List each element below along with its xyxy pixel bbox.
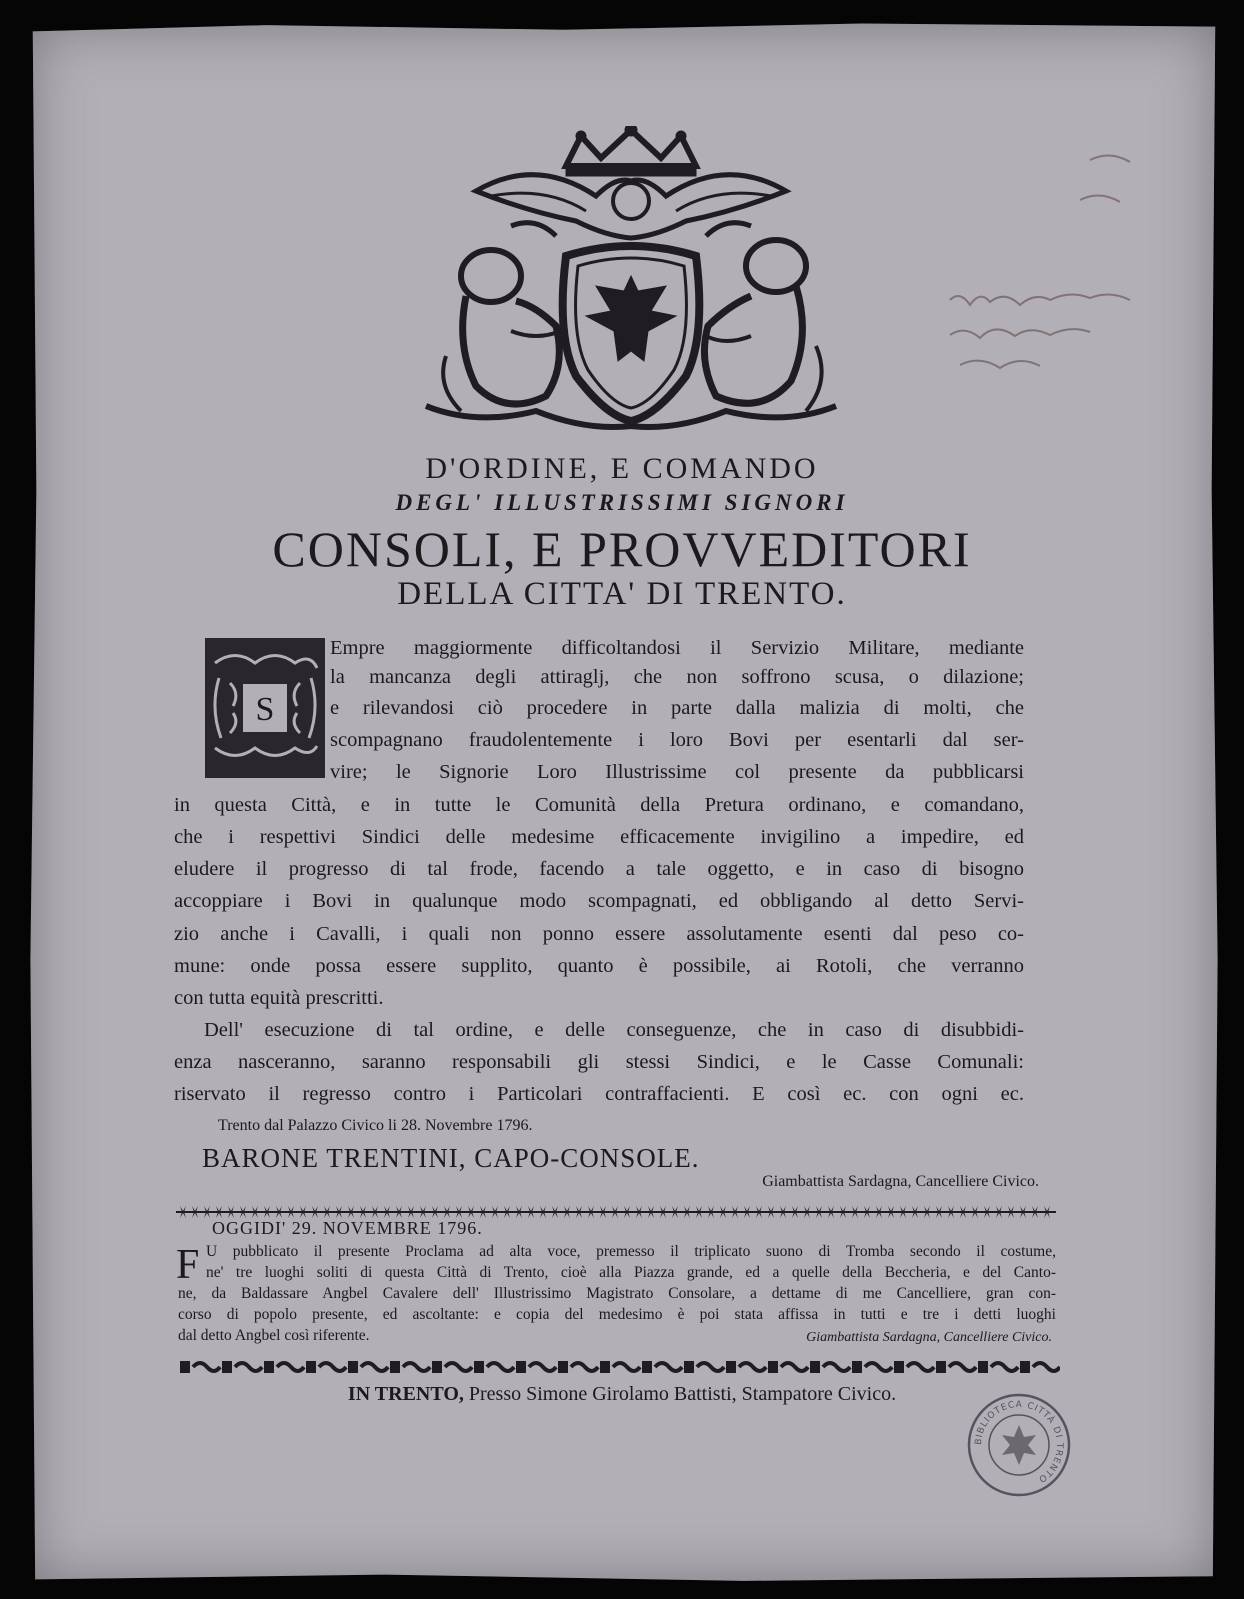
ornament-mark xyxy=(193,1363,220,1371)
ornament-mark xyxy=(655,1363,682,1371)
ornament-mark xyxy=(1020,1361,1030,1373)
ornament-mark xyxy=(445,1363,472,1371)
ornament-mark xyxy=(319,1363,346,1371)
publication-line: dal detto Angbel così riferente. xyxy=(178,1327,370,1344)
body-line: la mancanza degli attiraglj, che non soffrono scusa, o dilazione; xyxy=(330,666,1024,688)
ornament-divider xyxy=(176,1205,1056,1219)
ornament-mark xyxy=(642,1361,652,1373)
body-line: Empre maggiormente difficoltandosi il Servizio Militare, mediante xyxy=(330,637,1024,659)
ornament-mark xyxy=(529,1363,556,1371)
ornament-mark xyxy=(936,1361,946,1373)
imprint-place: IN TRENTO, xyxy=(347,1383,464,1405)
ornament-mark xyxy=(852,1361,862,1373)
ornament-mark xyxy=(810,1361,820,1373)
heading-order: D'ORDINE, E COMANDO xyxy=(425,452,819,485)
body-line: con tutta equità prescritti. xyxy=(174,987,384,1009)
ornament-mark xyxy=(865,1363,892,1371)
body-line: mune: onde possa essere supplito, quanto è possibile, ai Rotoli, che verranno xyxy=(174,955,1024,977)
body-line: zio anche i Cavalli, i quali non ponno essere assolutamente esenti dal peso co- xyxy=(174,923,1024,945)
ornament-mark xyxy=(348,1361,358,1373)
ornament-mark xyxy=(390,1361,400,1373)
ornament-mark xyxy=(180,1361,190,1373)
publication-date: OGGIDI' 29. NOVEMBRE 1796. xyxy=(212,1218,483,1238)
publication-line: ne' tre luoghi soliti di questa Città di Trento, cioè alla Piazza grande, ed a quelle della Beccheria, e del Canto- xyxy=(206,1264,1056,1281)
heading-consoli: CONSOLI, E PROVVEDITORI xyxy=(272,521,972,577)
body-line: scompagnano fraudolentemente i loro Bovi per esentarli dal ser- xyxy=(330,729,1024,751)
ornament-mark xyxy=(697,1363,724,1371)
ornament-mark xyxy=(949,1363,976,1371)
ornament-mark xyxy=(768,1361,778,1373)
ornament-border xyxy=(180,1358,1060,1376)
ornament-mark xyxy=(823,1363,850,1371)
ornament-mark xyxy=(600,1361,610,1373)
body-line: riservato il regresso contro i Particolari contraffacienti. E così ec. con ogni ec. xyxy=(174,1083,1024,1105)
ornament-mark xyxy=(432,1361,442,1373)
drop-cap-letter: S xyxy=(255,691,275,728)
ornament-mark xyxy=(558,1361,568,1373)
publication-line: U pubblicato il presente Proclama ad alta voce, premesso il triplicato suono di Tromba secondo il costume, xyxy=(206,1243,1056,1260)
ornament-mark xyxy=(474,1361,484,1373)
ornament-mark xyxy=(361,1363,388,1371)
body-line: Dell' esecuzione di tal ordine, e delle conseguenze, che in caso di disubbidi- xyxy=(204,1019,1024,1041)
ornament-mark xyxy=(264,1361,274,1373)
ornament-mark xyxy=(571,1363,598,1371)
ornament-mark xyxy=(1033,1363,1060,1371)
ornament-mark xyxy=(222,1361,232,1373)
publication-line: ne, da Baldassare Angbel Cavalere dell' Illustrissimo Magistrato Consolare, a dettame di me Cancelliere, gran con- xyxy=(178,1285,1056,1302)
ornament-mark xyxy=(487,1363,514,1371)
dateline: Trento dal Palazzo Civico li 28. Novembre 1796. xyxy=(218,1117,533,1134)
handwritten-marks-image xyxy=(930,140,1160,400)
signer-name: BARONE TRENTINI, CAPO-CONSOLE. xyxy=(202,1143,700,1173)
ornament-mark xyxy=(684,1361,694,1373)
ornament-mark xyxy=(235,1363,262,1371)
ornament-mark xyxy=(978,1361,988,1373)
body-line: enza nasceranno, saranno responsabili gli stessi Sindici, e le Casse Comunali: xyxy=(174,1051,1024,1073)
body-line: eludere il progresso di tal frode, facendo a tale oggetto, e in caso di bisogno xyxy=(174,858,1024,880)
library-stamp xyxy=(966,1392,1072,1498)
ornament-mark xyxy=(403,1363,430,1371)
ornament-mark xyxy=(306,1361,316,1373)
ornament-mark xyxy=(726,1361,736,1373)
body-line: che i respettivi Sindici delle medesime efficacemente invigilino a impedire, ed xyxy=(174,826,1024,848)
ornament-mark xyxy=(277,1363,304,1371)
body-line: in questa Città, e in tutte le Comunità della Pretura ordinano, e comandano, xyxy=(174,794,1024,816)
ornament-mark xyxy=(516,1361,526,1373)
ornament-mark xyxy=(907,1363,934,1371)
ornament-mark xyxy=(991,1363,1018,1371)
publication-chancellor: Giambattista Sardagna, Cancelliere Civico. xyxy=(806,1330,1052,1345)
drop-cap-ornament xyxy=(205,638,325,778)
ornament-mark xyxy=(739,1363,766,1371)
body-line: e rilevandosi ciò procedere in parte dalla malizia di molti, che xyxy=(330,697,1024,719)
ornament-mark xyxy=(781,1363,808,1371)
heading-signori: DEGL' ILLUSTRISSIMI SIGNORI xyxy=(395,490,849,515)
body-line: vire; le Signorie Loro Illustrissime col presente da pubblicarsi xyxy=(330,761,1024,783)
body-line: accoppiare i Bovi in qualunque modo scompagnati, ed obbligando al detto Servi- xyxy=(174,890,1024,912)
ornament-mark xyxy=(613,1363,640,1371)
stamp-text: BIBLIOTECA CITTÀ DI TRENTO xyxy=(973,1399,1065,1485)
imprint-text: Presso Simone Girolamo Battisti, Stampatore Civico. xyxy=(468,1383,897,1405)
heading-citta: DELLA CITTA' DI TRENTO. xyxy=(397,576,847,612)
publication-line: corso di popolo presente, ed ascoltante: e copia del medesimo è poi stata affissa in tutti e tre i detti luoghi xyxy=(178,1306,1056,1323)
coat-of-arms-image xyxy=(416,126,846,436)
chancellor-signature: Giambattista Sardagna, Cancelliere Civico. xyxy=(762,1173,1039,1190)
publication-drop-cap: F xyxy=(176,1242,200,1288)
ornament-mark xyxy=(894,1361,904,1373)
